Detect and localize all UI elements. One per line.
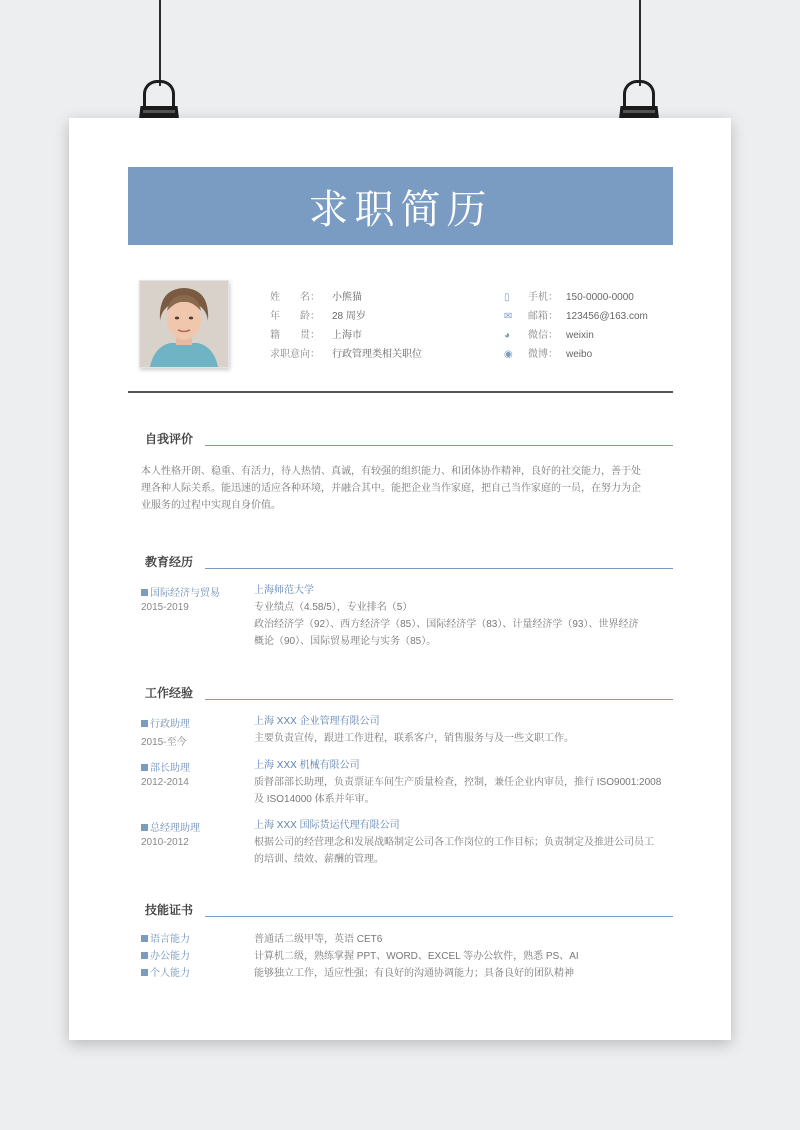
work-entry-1-detail: 上海 XXX 企业管理有限公司 主要负责宣传，跟进工作进程，联系客户，销售服务与及一些文职工作。	[254, 716, 574, 744]
skill-row-language: 语言能力 普通话二级甲等，英语 CET6	[141, 931, 681, 948]
contact-row-phone: ▯ 手机： 150-0000-0000	[504, 288, 648, 307]
bullet-square-icon	[141, 720, 148, 727]
contact-row-weibo: ◉ 微博： weibo	[504, 345, 648, 364]
self-eval-text: 本人性格开朗、稳重、有活力，待人热情、真诚，有较强的组织能力、和团体协作精神，良好的社交能力，善于处 理各种人际关系。能迅速的适应各种环境，并融合其中。能把企业当作家庭，把自己当作家庭的一员，在努力为企 业服务的过程中实现自身价值。	[141, 466, 641, 511]
work-entry-2-left: 部长助理 2012-2014	[141, 763, 190, 788]
work-entry-3-left: 总经理助理 2010-2012	[141, 823, 200, 848]
work-entry-3-detail: 上海 XXX 国际货运代理有限公司 根据公司的经营理念和发展战略制定公司各工作岗位的工作目标；负责制定及推进公司员工 的培训、绩效、薪酬的管理。	[254, 820, 654, 865]
hanging-wire-left	[159, 0, 161, 86]
resume-title: 求职简历	[308, 187, 493, 232]
section-education-heading: 教育经历	[145, 553, 673, 573]
bullet-square-icon	[141, 952, 148, 959]
work-entry-1-left: 行政助理 2015-至今	[141, 719, 190, 748]
profile-photo	[139, 280, 229, 368]
bullet-square-icon	[141, 969, 148, 976]
mail-icon: ✉	[504, 311, 513, 322]
skill-row-office: 办公能力 计算机二级，熟练掌握 PPT、WORD、EXCEL 等办公软件，熟悉 PS、AI	[141, 948, 681, 965]
section-self-eval-heading: 自我评价	[145, 430, 673, 450]
info-row-objective: 求职意向： 行政管理类相关职位	[270, 349, 422, 360]
wechat-icon: ◕	[504, 330, 511, 341]
info-row-name: 姓 名： 小熊猫	[270, 292, 362, 303]
weibo-icon: ◉	[504, 349, 513, 360]
hanging-wire-right	[639, 0, 641, 86]
work-entry-2-detail: 上海 XXX 机械有限公司 质督部部长助理，负责票证车间生产质量检查，控制，兼任企业内审员，推行 ISO9001:2008 及 ISO14000 体系并年审。	[254, 760, 662, 805]
contact-row-email: ✉ 邮箱： 123456@163.com	[504, 307, 648, 326]
title-banner	[128, 167, 673, 245]
bullet-square-icon	[141, 935, 148, 942]
bullet-square-icon	[141, 589, 148, 596]
contact-info	[504, 288, 648, 364]
section-skills-heading: 技能证书	[145, 901, 673, 921]
header-divider	[128, 391, 673, 393]
contact-row-wechat: ◕ 微信： weixin	[504, 326, 648, 345]
skill-row-personal: 个人能力 能够独立工作，适应性强；有良好的沟通协调能力；具备良好的团队精神	[141, 965, 681, 982]
section-work-heading: 工作经验	[145, 684, 673, 704]
bullet-square-icon	[141, 764, 148, 771]
education-entry-detail: 上海师范大学 专业绩点（4.58/5），专业排名（5） 政治经济学（92）、西方经济学（85）、国际经济学（83）、计量经济学（93）、世界经济 概论（90）、国际贸易理论与实务（85）。	[254, 585, 639, 647]
info-row-hometown: 籍 贯： 上海市	[270, 330, 362, 341]
education-entry-left: 国际经济与贸易 2015-2019	[141, 588, 220, 613]
phone-icon: ▯	[504, 292, 510, 303]
bullet-square-icon	[141, 824, 148, 831]
info-row-age: 年 龄： 28 周岁	[270, 311, 366, 322]
personal-info	[270, 288, 422, 364]
resume-paper	[69, 118, 731, 1040]
